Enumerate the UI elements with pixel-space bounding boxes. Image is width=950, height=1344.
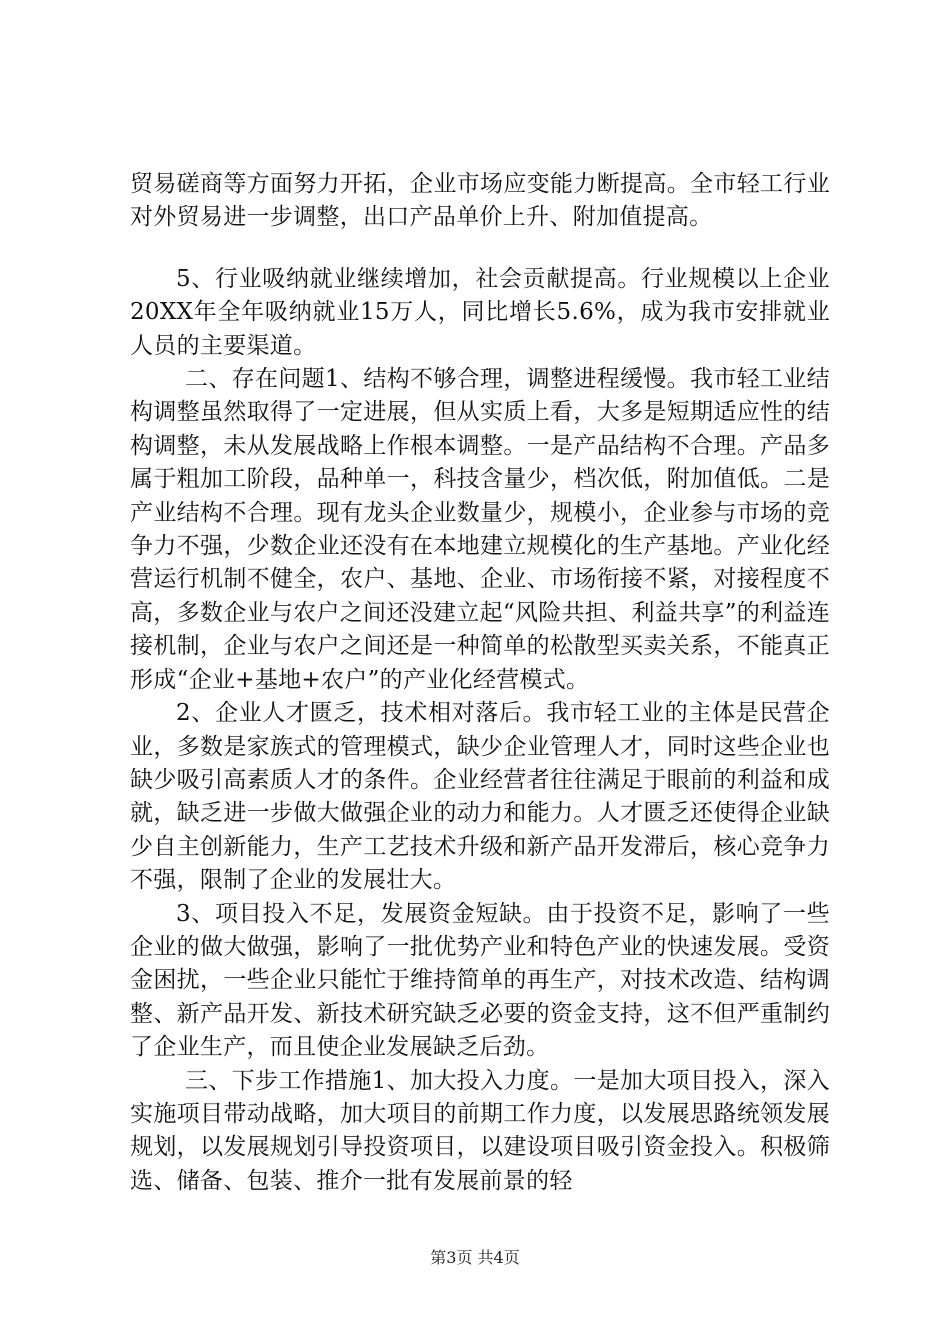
document-body — [130, 168, 830, 1198]
page-footer: 第3页 共4页 — [430, 1248, 520, 1267]
paragraph-problems-structure: 二、存在问题1、结构不够合理，调整进程缓慢。我市轻工业结构调整虽然取得了一定进展，但从实质上看，大多是短期适应性的结构调整，未从发展战略上作根本调整。一是产品结构不合理。产品多属于粗加工阶段，品种单一，科技含量少，档次低，附加值低。二是产业结构不合理。现有龙头企业数量少，规模小，企业参与市场的竞争力不强，少数企业还没有在本地建立规模化的生产基地。产业化经营运行机制不健全，农户、基地、企业、市场衔接不紧，对接程度不高，多数企业与农户之间还没建立起“风险共担、利益共享”的利益连接机制，企业与农户之间还是一种简单的松散型买卖关系，不能真正形成“企业+基地+农户”的产业化经营模式。 — [130, 366, 830, 693]
paragraph-problems-funding: 3、项目投入不足，发展资金短缺。由于投资不足，影响了一些企业的做大做强，影响了一批优势产业和特色产业的快速发展。受资金困扰，一些企业只能忙于维持简单的再生产，对技术改造、结构调整、新产品开发、新技术研究缺乏必要的资金支持，这不但严重制约了企业生产，而且使企业发展缺乏后劲。 — [130, 900, 830, 1061]
paragraph-trade: 贸易磋商等方面努力开拓，企业市场应变能力断提高。全市轻工行业对外贸易进一步调整，出口产品单价上升、附加值提高。 — [130, 171, 830, 231]
paragraph-problems-talent: 2、企业人才匮乏，技术相对落后。我市轻工业的主体是民营企业，多数是家族式的管理模式，缺少企业管理人才，同时这些企业也缺少吸引高素质人才的条件。企业经营者往往满足于眼前的利益和成就，缺乏进一步做大做强企业的动力和能力。人才匮乏还使得企业缺少自主创新能力，生产工艺技术升级和新产品开发滞后，核心竞争力不强，限制了企业的发展壮大。 — [130, 700, 830, 894]
paragraph-spacer — [130, 235, 830, 263]
paragraph-measures: 三、下步工作措施1、加大投入力度。一是加大项目投入，深入实施项目带动战略，加大项目的前期工作力度，以发展思路统领发展规划，以发展规划引导投资项目，以建设项目吸引资金投入。积极筛选、储备、包装、推介一批有发展前景的轻 — [130, 1067, 830, 1194]
paragraph-employment: 5、行业吸纳就业继续增加，社会贡献提高。行业规模以上企业20XX年全年吸纳就业15万人，同比增长5.6%，成为我市安排就业人员的主要渠道。 — [130, 265, 830, 359]
